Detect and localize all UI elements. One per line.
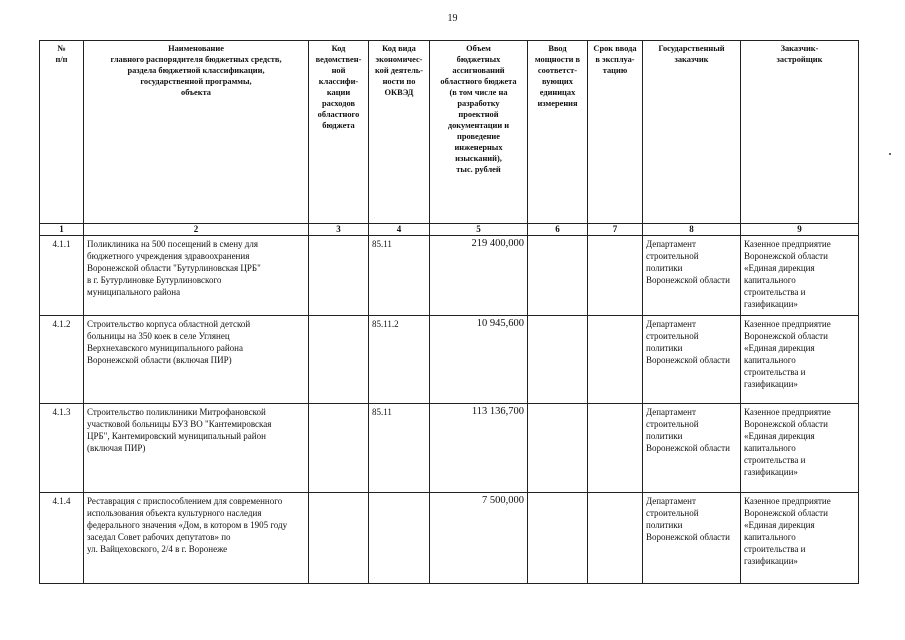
column-number: 2 (84, 223, 309, 235)
state-customer: Департамент строительной политики Воронежской области (643, 315, 741, 403)
header-capacity: Ввод мощности в соответст- вующих единицах измерения (528, 41, 588, 224)
okved-code: 85.11 (369, 235, 430, 315)
row-number: 4.1.3 (40, 404, 84, 492)
column-number: 5 (430, 223, 528, 235)
state-customer: Департамент строительной политики Воронежской области (643, 235, 741, 315)
okved-code: 85.11.2 (369, 315, 430, 403)
developer: Казенное предприятие Воронежской области «Единая дирекция капитального строительства и газификации» (741, 315, 859, 403)
header-commission-term: Срок ввода в эксплуа- тацию (588, 41, 643, 224)
object-name: Строительство корпуса областной детской больницы на 350 коек в селе Углянец Верхнехавского муниципального района Воронежской области (включая ПИР) (84, 315, 309, 403)
header-name: Наименование главного распорядителя бюджетных средств, раздела бюджетной классификации, государственной программы, объекта (84, 41, 309, 224)
object-name: Поликлиника на 500 посещений в смену для бюджетного учреждения здравоохранения Воронежской области "Бутурлиновская ЦРБ" в г. Бутурлиновке Бутурлиновского муниципального района (84, 235, 309, 315)
column-number: 9 (741, 223, 859, 235)
column-number: 1 (40, 223, 84, 235)
object-name: Строительство поликлиники Митрофановской участковой больницы БУЗ ВО "Кантемировская ЦРБ", Кантемировский муниципальный район (включая ПИР) (84, 404, 309, 492)
header-number: № п/п (40, 41, 84, 224)
developer: Казенное предприятие Воронежской области «Единая дирекция капитального строительства и газификации» (741, 404, 859, 492)
developer: Казенное предприятие Воронежской области «Единая дирекция капитального строительства и газификации» (741, 492, 859, 583)
budget-amount: 113 136,700 (430, 404, 528, 492)
budget-amount: 7 500,000 (430, 492, 528, 583)
state-customer: Департамент строительной политики Воронежской области (643, 404, 741, 492)
header-state-customer: Государственный заказчик (643, 41, 741, 224)
capacity-value (528, 404, 588, 492)
scan-speck (889, 153, 891, 155)
commission-term (588, 404, 643, 492)
column-number: 4 (369, 223, 430, 235)
table-row (40, 492, 859, 583)
budget-amount: 219 400,000 (430, 235, 528, 315)
row-number: 4.1.4 (40, 492, 84, 583)
department-code (309, 404, 369, 492)
department-code (309, 492, 369, 583)
capacity-value (528, 235, 588, 315)
budget-amount: 10 945,600 (430, 315, 528, 403)
budget-table (39, 40, 859, 584)
header-department-code: Код ведомствен- ной классифи- кации расходов областного бюджета (309, 41, 369, 224)
object-name: Реставрация с приспособлением для современного использования объекта культурного наследия федерального значения «Дом, в котором в 1905 году заседал Совет рабочих депутатов» по ул. Вайцеховского, 2/4 в г. Воронеже (84, 492, 309, 583)
row-number: 4.1.2 (40, 315, 84, 403)
developer: Казенное предприятие Воронежской области «Единая дирекция капитального строительства и газификации» (741, 235, 859, 315)
row-number: 4.1.1 (40, 235, 84, 315)
header-okved-code: Код вида экономичес- кой деятель- ности по ОКВЭД (369, 41, 430, 224)
state-customer: Департамент строительной политики Воронежской области (643, 492, 741, 583)
okved-code: 85.11 (369, 404, 430, 492)
table-row (40, 235, 859, 315)
column-number-row (40, 223, 859, 235)
table-row (40, 315, 859, 403)
header-row (40, 41, 859, 224)
header-amount: Объем бюджетных ассигнований областного бюджета (в том числе на разработку проектной документации и проведение инженерных изысканий), тыс. рублей (430, 41, 528, 224)
commission-term (588, 315, 643, 403)
column-number: 7 (588, 223, 643, 235)
okved-code (369, 492, 430, 583)
column-number: 3 (309, 223, 369, 235)
table-row (40, 404, 859, 492)
department-code (309, 315, 369, 403)
capacity-value (528, 315, 588, 403)
commission-term (588, 235, 643, 315)
department-code (309, 235, 369, 315)
column-number: 6 (528, 223, 588, 235)
commission-term (588, 492, 643, 583)
header-developer: Заказчик- застройщик (741, 41, 859, 224)
capacity-value (528, 492, 588, 583)
column-number: 8 (643, 223, 741, 235)
page-number: 19 (447, 13, 458, 24)
